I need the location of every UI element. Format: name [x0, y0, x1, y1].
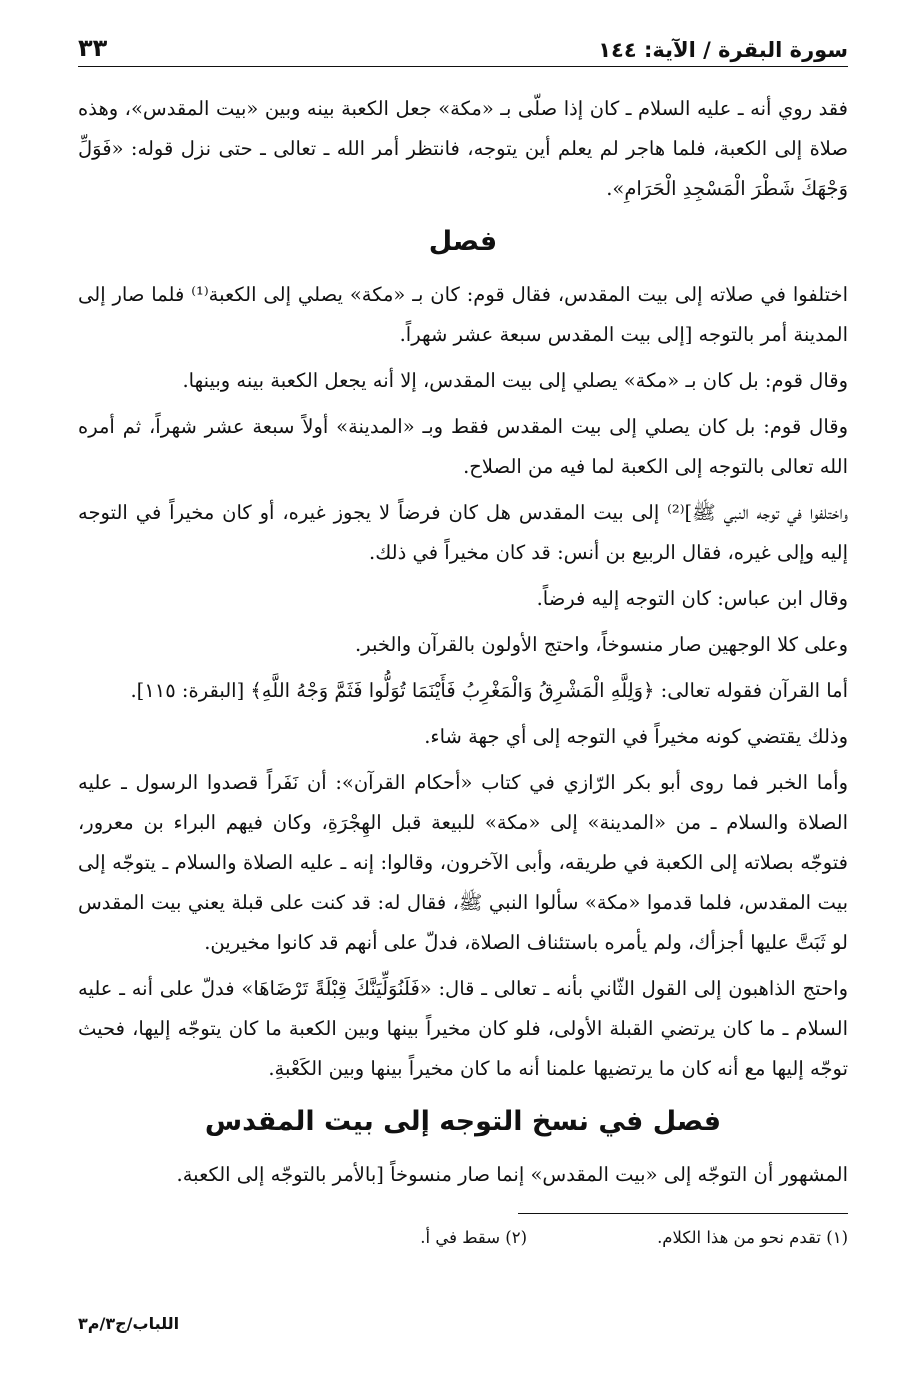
section-heading: فصل	[428, 226, 498, 257]
paragraph: وقال قوم: بل كان يصلي إلى بيت المقدس فقط وبـ «المدينة» أولاً سبعة عشر شهراً، ثم أمره الله تعالى بالتوجه إلى الكعبة لما فيه من الصلاح.	[78, 415, 848, 478]
paragraph: وأما الخبر فما روى أبو بكر الرّازي في كتاب «أحكام القرآن»: أن نَفَراً قصدوا الرسول ـ عليه الصلاة والسلام ـ من «المدينة» إلى «مكة» للبيعة قبل الهِجْرَةِ، وكان فيهم البراء بن معرور، فتوجّه بصلاته إلى الكعبة في طريقه، وأبى الآخرون، وقالوا: إنه ـ عليه الصلاة والسلام ـ يتوجّه إلى بيت المقدس، فلما قدموا «مكة» سألوا النبي ﷺ، فقال له: قد كنت على قبلة يعني بيت المقدس لو ثَبَتَّ عليها أجزأك، ولم يأمره باستئناف الصلاة، فدلّ على أنهم قد كانوا مخيرين.	[78, 771, 848, 954]
paragraph: المشهور أن التوجّه إلى «بيت المقدس» إنما صار منسوخاً [بالأمر بالتوجّه إلى الكعبة.	[176, 1163, 848, 1186]
footnotes	[78, 1224, 848, 1252]
footnote: (١) تقدم نحو من هذا الكلام.	[657, 1228, 848, 1247]
footnote-divider	[518, 1213, 848, 1214]
paragraph: اختلفوا في صلاته إلى بيت المقدس، فقال قوم: كان بـ «مكة» يصلي إلى الكعبة⁽¹⁾ فلما صار إلى المدينة أمر بالتوجه [إلى بيت المقدس سبعة عشر شهراً.	[78, 283, 849, 346]
paragraph: وقال ابن عباس: كان التوجه إليه فرضاً.	[536, 587, 848, 610]
paragraph: واختلفوا في توجه النبي ﷺ]⁽²⁾ إلى بيت المقدس هل كان فرضاً لا يجوز غيره، أو كان مخيراً في التوجه إليه وإلى غيره، فقال الربيع بن أنس: قد كان مخيراً في ذلك.	[78, 501, 848, 564]
footnote: (٢) سقط في أ.	[420, 1228, 528, 1247]
paragraph: فقد روي أنه ـ عليه السلام ـ كان إذا صلّى بـ «مكة» جعل الكعبة بينه وبين «بيت المقدس»، وهذه صلاة إلى الكعبة، فلما هاجر لم يعلم أين يتوجه، فانتظر أمر الله ـ تعالى ـ حتى نزل قوله: «فَوَلِّ وَجْهَكَ شَطْرَ الْمَسْجِدِ الْحَرَامِ».	[78, 97, 848, 200]
paragraph: أما القرآن فقوله تعالى: ﴿وَلِلَّهِ الْمَشْرِقُ وَالْمَغْرِبُ فَأَيْنَمَا تُوَلُّوا فَثَمَّ وَجْهُ اللَّهِ﴾ [البقرة: ١١٥].	[130, 679, 848, 702]
body-text	[78, 89, 848, 1195]
running-header	[78, 34, 848, 67]
page-signature: اللباب/ج٣/م٣	[78, 1314, 180, 1333]
paragraph: وقال قوم: بل كان بـ «مكة» يصلي إلى بيت المقدس، إلا أنه يجعل الكعبة بينه وبينها.	[182, 369, 848, 392]
paragraph: واحتج الذاهبون إلى القول الثّاني بأنه ـ تعالى ـ قال: «فَلَنُوَلِّيَنَّكَ قِبْلَةً تَرْضَاهَا» فدلّ على أنه ـ عليه السلام ـ ما كان يرتضي القبلة الأولى، فلو كان مخيراً بينها وبين الكعبة ما كان يتوجّه إليها، فحيث توجّه إليها مع أنه كان ما يرتضيها علمنا أنه ما كان مخيراً بينها وبين الكَعْبةِ.	[78, 977, 848, 1080]
paragraph: وعلى كلا الوجهين صار منسوخاً، واحتج الأولون بالقرآن والخبر.	[354, 633, 848, 656]
section-heading: فصل في نسخ التوجه إلى بيت المقدس	[204, 1106, 722, 1137]
paragraph: وذلك يقتضي كونه مخيراً في التوجه إلى أي جهة شاء.	[424, 725, 848, 748]
page-number: ٣٣	[78, 34, 108, 62]
surah-verse-title: سورة البقرة / الآية: ١٤٤	[598, 38, 848, 62]
